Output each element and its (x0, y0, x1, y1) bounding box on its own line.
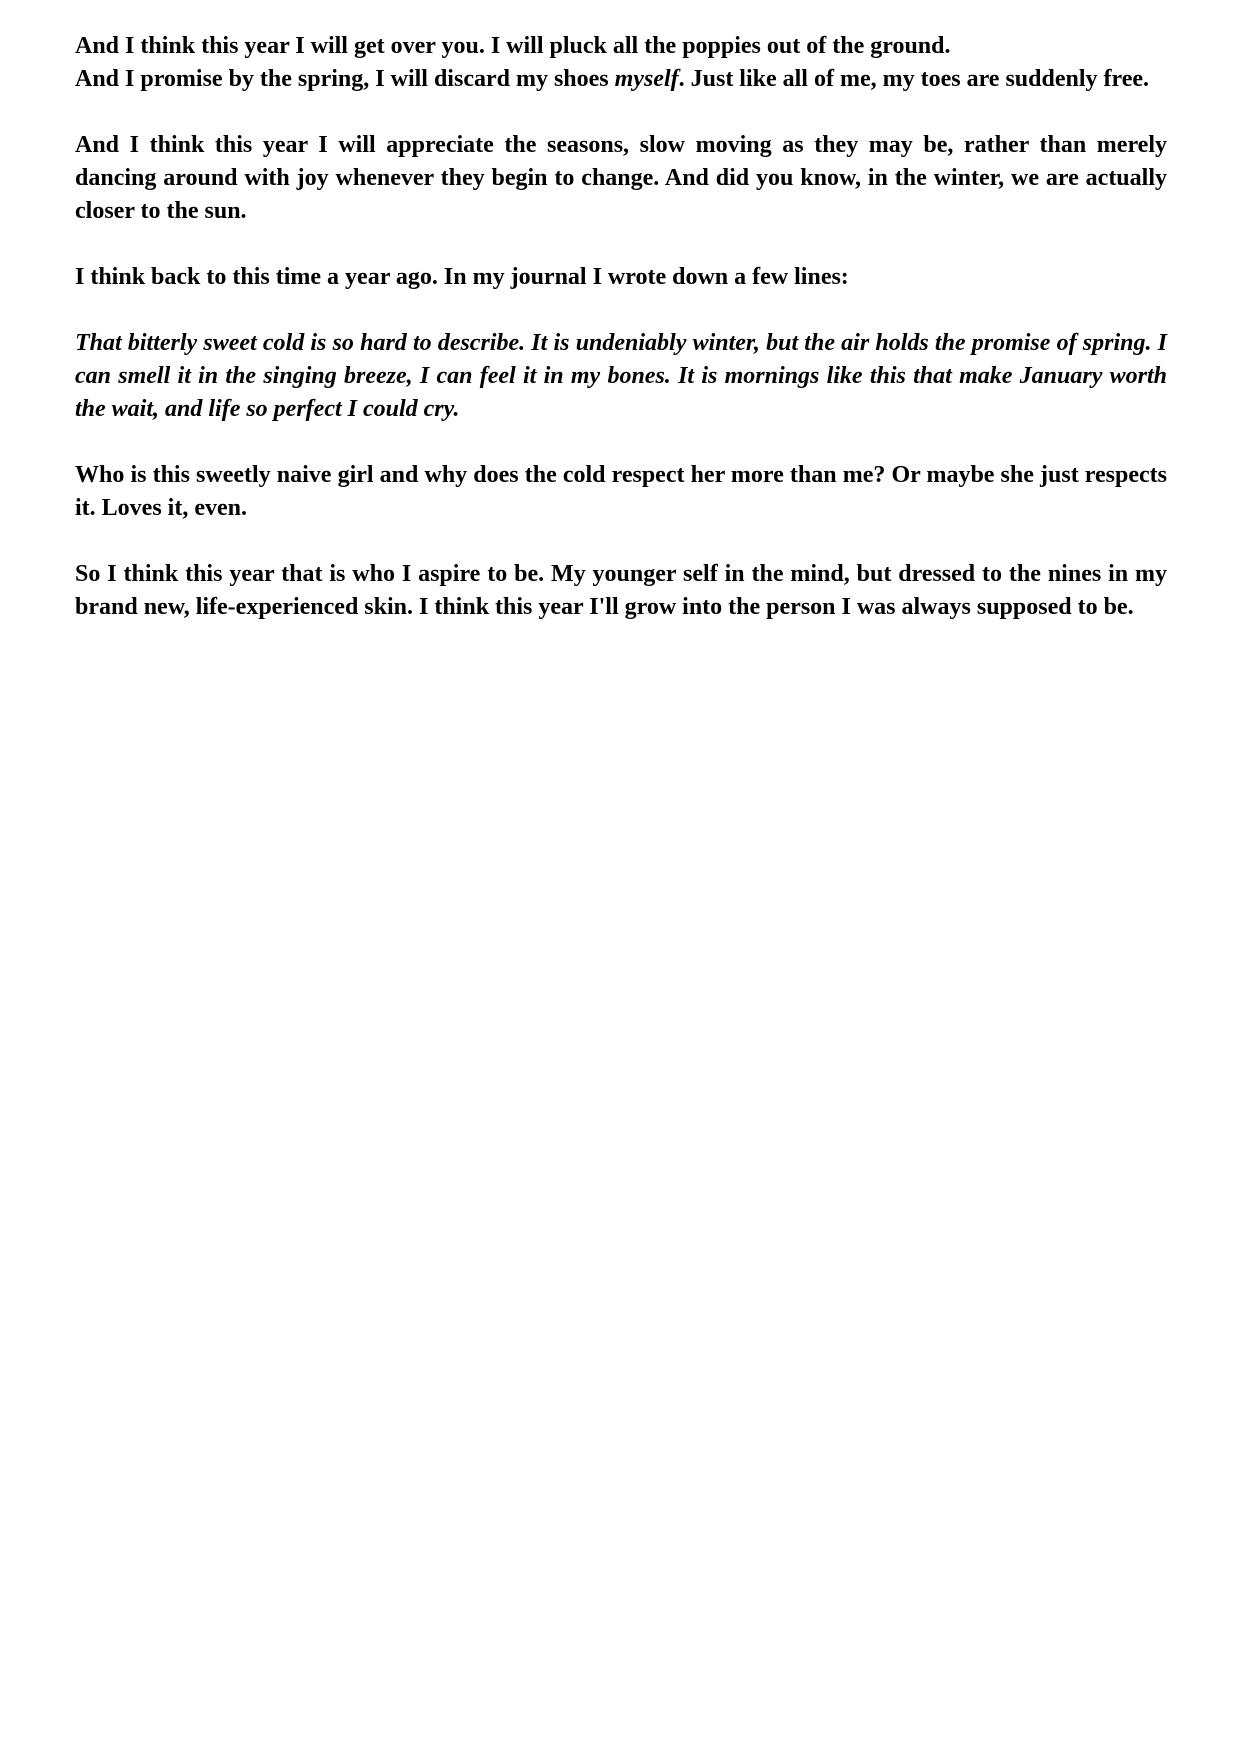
journal-quote: That bitterly sweet cold is so hard to describe. It is undeniably winter, but the air holds the promise of spring. I can smell it in the singing breeze, I can feel it in my bones. It is mornings like this that make January worth the wait, and life so perfect I could cry. (75, 330, 1167, 422)
emphasized-word: myself (614, 66, 679, 92)
promise-text-start: And I promise by the spring, I will discard my shoes (75, 66, 615, 92)
naive-girl-paragraph: Who is this sweetly naive girl and why does the cold respect her more than me? Or maybe she just respects it. Loves it, even. (75, 462, 1167, 521)
opening-line: And I think this year I will get over you. I will pluck all the poppies out of the ground. (75, 33, 951, 59)
promise-paragraph (75, 63, 1167, 96)
aspiration-paragraph: So I think this year that is who I aspire to be. My younger self in the mind, but dressed to the nines in my brand new, life-experienced skin. I think this year I'll grow into the person I was always supposed to be. (75, 561, 1167, 620)
journal-intro-paragraph: I think back to this time a year ago. In my journal I wrote down a few lines: (75, 264, 849, 290)
seasons-paragraph: And I think this year I will appreciate the seasons, slow moving as they may be, rather than merely dancing around with joy whenever they begin to change. And did you know, in the winter, we are actually closer to the sun. (75, 132, 1167, 224)
document-page (75, 30, 1167, 657)
promise-text-end: . Just like all of me, my toes are suddenly free. (678, 66, 1150, 92)
